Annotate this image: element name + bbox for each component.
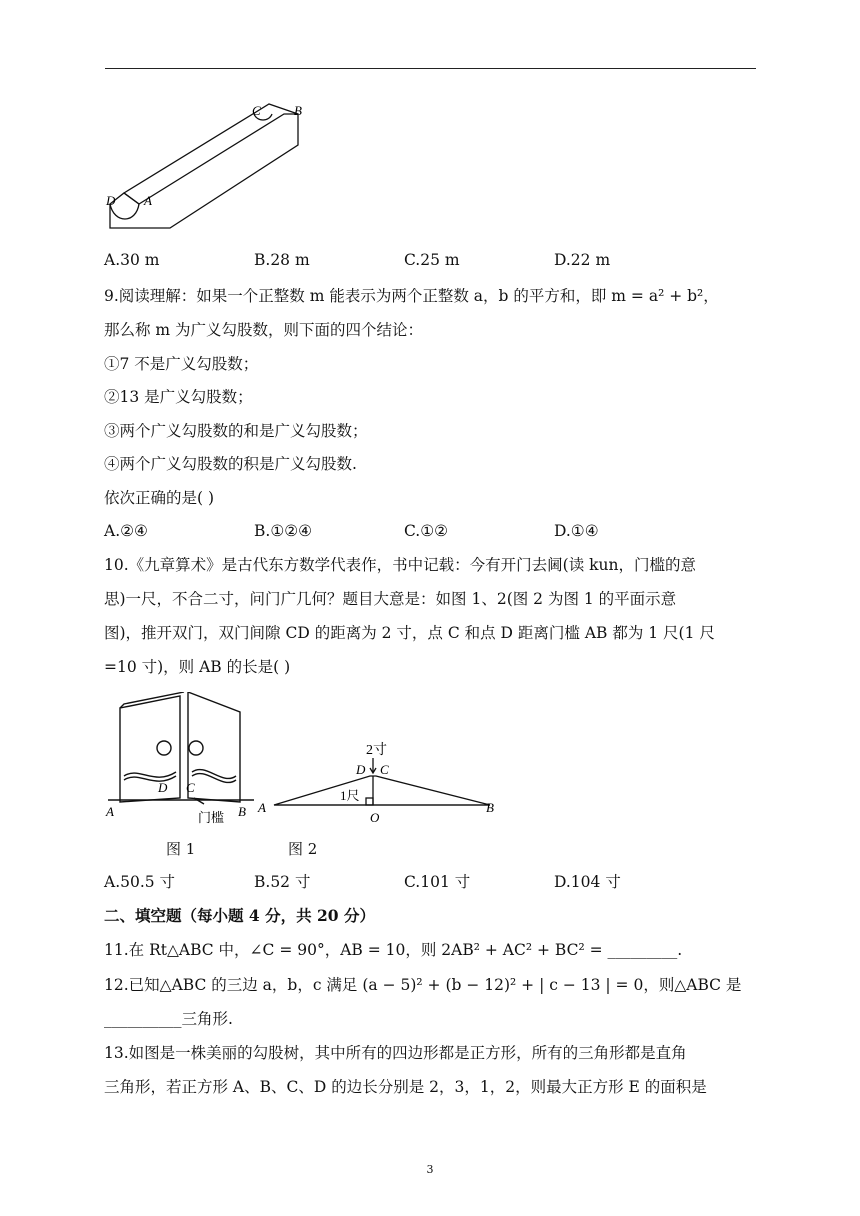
- door-figure-1: [104, 692, 264, 832]
- q10-line-4: =10 寸)，则 AB 的长是( ): [104, 658, 291, 676]
- fig1-caption: 图 1: [166, 840, 196, 858]
- q8-option-d: D.22 m: [554, 251, 611, 269]
- q10-option-c: C.101 寸: [404, 873, 471, 891]
- fig2-label-c: C: [380, 762, 389, 777]
- fig1-label-b: B: [238, 804, 246, 819]
- fig1-label-d: D: [158, 780, 168, 795]
- q10-option-a: A.50.5 寸: [104, 873, 176, 891]
- q9-statement-3: ③两个广义勾股数的和是广义勾股数；: [104, 422, 368, 440]
- q10-line-2: 思)一尺，不合二寸，问门广几何？题目大意是：如图 1、2(图 2 为图 1 的平面示意: [104, 590, 677, 608]
- fig1-label-a: A: [106, 804, 114, 819]
- label-b: B: [294, 103, 302, 118]
- q8-option-b: B.28 m: [254, 251, 310, 269]
- q9-option-c: C.①②: [404, 522, 449, 540]
- fig1-label-c: C: [186, 780, 195, 795]
- header-rule: [105, 68, 756, 69]
- page-number: 3: [426, 1163, 434, 1176]
- fig2-gap-label: 2寸: [366, 743, 387, 758]
- q9-option-b: B.①②④: [254, 522, 313, 540]
- q9-line-1: 9.阅读理解：如果一个正整数 m 能表示为两个正整数 a，b 的平方和，即 m = a² + b²，: [104, 287, 719, 305]
- fig2-label-b: B: [486, 800, 494, 815]
- label-d: D: [106, 193, 116, 208]
- q10-option-b: B.52 寸: [254, 873, 311, 891]
- q11-text: 11.在 Rt△ABC 中，∠C = 90°，AB = 10，则 2AB² + AC² + BC² = _________.: [104, 941, 683, 959]
- door-figure-2: [256, 736, 506, 826]
- section-2-heading: 二、填空题（每小题 4 分，共 20 分）: [104, 906, 375, 925]
- q9-ask: 依次正确的是( ): [104, 489, 215, 507]
- fig2-label-a: A: [258, 800, 266, 815]
- fig2-label-o: O: [370, 810, 380, 825]
- fig1-sill-label: 门槛: [198, 810, 225, 825]
- q13-line-2: 三角形，若正方形 A、B、C、D 的边长分别是 2，3，1，2，则最大正方形 E 的面积是: [104, 1078, 707, 1096]
- q9-statement-1: ①7 不是广义勾股数；: [104, 355, 259, 373]
- q8-option-c: C.25 m: [404, 251, 460, 269]
- q10-line-1: 10.《九章算术》是古代东方数学代表作，书中记载：今有开门去阃(读 kun，门槛的意: [104, 556, 696, 574]
- q12-line-1: 12.已知△ABC 的三边 a，b，c 满足 (a − 5)² + (b − 12)² + | c − 13 | = 0，则△ABC 是: [104, 976, 742, 994]
- q10-option-d: D.104 寸: [554, 873, 621, 891]
- label-c: C: [252, 103, 261, 118]
- q8-option-a: A.30 m: [104, 251, 160, 269]
- q9-statement-2: ②13 是广义勾股数；: [104, 388, 253, 406]
- fig2-chi-label: 1尺: [340, 788, 360, 803]
- fig2-label-d: D: [356, 762, 366, 777]
- fig2-caption: 图 2: [288, 840, 318, 858]
- q9-line-2: 那么称 m 为广义勾股数，则下面的四个结论：: [104, 321, 424, 339]
- q10-line-3: 图)，推开双门，双门间隙 CD 的距离为 2 寸，点 C 和点 D 距离门槛 AB 都为 1 尺(1 尺: [104, 624, 715, 642]
- q13-line-1: 13.如图是一株美丽的勾股树，其中所有的四边形都是正方形，所有的三角形都是直角: [104, 1044, 687, 1062]
- trough-figure: [104, 100, 314, 240]
- q9-statement-4: ④两个广义勾股数的积是广义勾股数.: [104, 455, 357, 473]
- q12-line-2: __________三角形.: [104, 1010, 233, 1028]
- q9-option-d: D.①④: [554, 522, 599, 540]
- label-a: A: [144, 193, 152, 208]
- q9-option-a: A.②④: [104, 522, 148, 540]
